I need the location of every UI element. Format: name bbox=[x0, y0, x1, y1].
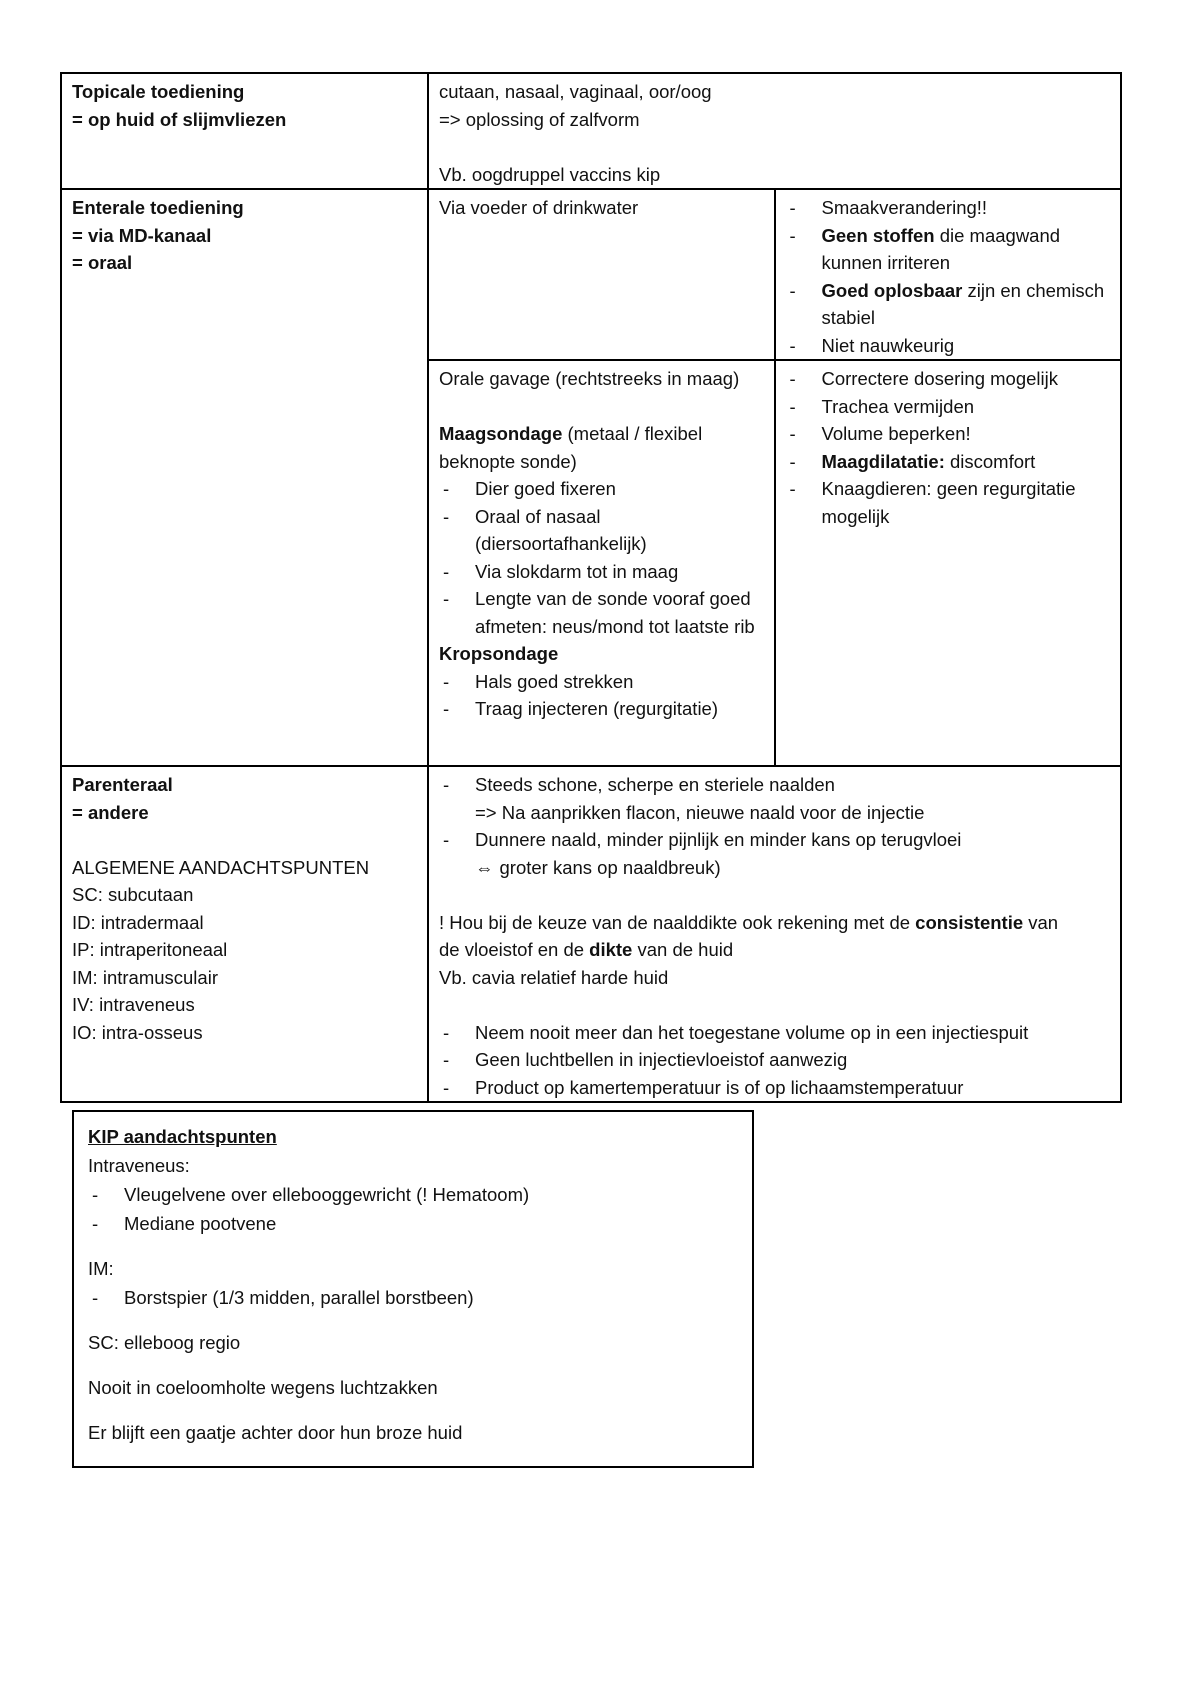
kip-title: KIP aandachtspunten bbox=[88, 1126, 277, 1147]
list-item: - Correctere dosering mogelijk bbox=[786, 365, 1111, 393]
cell-method-voeder bbox=[428, 189, 775, 360]
list-item: - Geen luchtbellen in injectievloeistof aanwezig bbox=[439, 1046, 1110, 1074]
example-line: Vb. cavia relatief harde huid bbox=[439, 966, 669, 988]
row-title: Enterale toediening bbox=[72, 197, 244, 218]
cell-topicale-label bbox=[61, 73, 428, 189]
iv-label: Intraveneus: bbox=[88, 1155, 190, 1176]
route-item: IP: intraperitoneaal bbox=[72, 939, 228, 960]
sc-line: SC: elleboog regio bbox=[88, 1332, 241, 1353]
kropsondage-title: Kropsondage bbox=[439, 643, 559, 664]
list-item: - Oraal of nasaal (diersoortafhankelijk) bbox=[439, 503, 764, 558]
maagsondage-line2: beknopte sonde) bbox=[439, 450, 577, 472]
list-item: - Hals goed strekken bbox=[439, 668, 764, 696]
sub-line: => Na aanprikken flacon, nieuwe naald voor de injectie bbox=[475, 801, 925, 823]
row-subtitle: = via MD-kanaal bbox=[72, 224, 212, 246]
list-item: - Steeds schone, scherpe en steriele naalden bbox=[439, 771, 1110, 799]
blank-line bbox=[439, 991, 1110, 1019]
blank-line bbox=[439, 393, 764, 421]
row-topicale bbox=[61, 73, 1121, 189]
row-subtitle: = andere bbox=[72, 801, 149, 823]
route-item: IO: intra-osseus bbox=[72, 1021, 203, 1043]
text-line: Vb. oogdruppel vaccins kip bbox=[439, 163, 661, 185]
hole-line: Er blijft een gaatje achter door hun broze huid bbox=[88, 1422, 463, 1443]
note-line: ! Hou bij de keuze van de naalddikte ook rekening met de consistentie van bbox=[439, 911, 1059, 933]
cell-method-gavage bbox=[428, 360, 775, 766]
method-label: Orale gavage (rechtstreeks in maag) bbox=[439, 368, 740, 389]
list-item: - Lengte van de sonde vooraf goed afmeten: neus/mond tot laatste rib bbox=[439, 585, 764, 640]
route-item: IV: intraveneus bbox=[72, 994, 195, 1015]
sub-line: ⇔ groter kans op naaldbreuk) bbox=[439, 854, 1110, 882]
row-subtitle: = oraal bbox=[72, 252, 133, 273]
im-label: IM: bbox=[88, 1258, 114, 1279]
list-item: - Niet nauwkeurig bbox=[786, 332, 1111, 360]
route-item: ID: intradermaal bbox=[72, 911, 204, 933]
list-item: - Dunnere naald, minder pijnlijk en minder kans op terugvloei bbox=[439, 826, 1110, 854]
cell-topicale-content bbox=[428, 73, 1121, 189]
text-line: => oplossing of zalfvorm bbox=[439, 108, 640, 130]
method-label: Via voeder of drinkwater bbox=[439, 197, 639, 218]
row-subtitle: = op huid of slijmvliezen bbox=[72, 108, 287, 130]
list-item: - Product op kamertemperatuur is of op lichaamstemperatuur bbox=[439, 1074, 1110, 1102]
cell-points-voeder bbox=[775, 189, 1122, 360]
list-item: - Geen stoffen die maagwand kunnen irriteren bbox=[786, 222, 1111, 277]
row-title: Parenteraal bbox=[72, 774, 173, 795]
route-item: IM: intramusculair bbox=[72, 966, 218, 988]
list-item: - Dier goed fixeren bbox=[439, 475, 764, 503]
maagsondage-line: Maagsondage (metaal / flexibel bbox=[439, 423, 703, 444]
list-item: - Mediane pootvene bbox=[88, 1209, 738, 1238]
administration-table bbox=[60, 72, 1122, 1103]
list-item: - Vleugelvene over ellebooggewricht (! Hematoom) bbox=[88, 1180, 738, 1209]
list-item: - Knaagdieren: geen regurgitatie mogelijk bbox=[786, 475, 1111, 530]
list-item: - Maagdilatatie: discomfort bbox=[786, 448, 1111, 476]
cell-enterale-label bbox=[61, 189, 428, 766]
cell-parenteraal-label bbox=[61, 766, 428, 1102]
list-item: - Traag injecteren (regurgitatie) bbox=[439, 695, 764, 723]
list-item: - Neem nooit meer dan het toegestane volume op in een injectiespuit bbox=[439, 1019, 1110, 1047]
cell-parenteraal-content bbox=[428, 766, 1121, 1102]
never-line: Nooit in coeloomholte wegens luchtzakken bbox=[88, 1377, 438, 1398]
list-item: - Via slokdarm tot in maag bbox=[439, 558, 764, 586]
row-enterale-a bbox=[61, 189, 1121, 360]
blank-line bbox=[439, 133, 1110, 161]
list-item: - Trachea vermijden bbox=[786, 393, 1111, 421]
route-item: SC: subcutaan bbox=[72, 884, 194, 905]
cell-points-gavage bbox=[775, 360, 1122, 766]
row-title: Topicale toediening bbox=[72, 81, 245, 102]
list-item: - Borstspier (1/3 midden, parallel borstbeen) bbox=[88, 1283, 738, 1312]
double-arrow-icon: ⇔ bbox=[475, 856, 494, 878]
list-item: - Goed oplosbaar zijn en chemisch stabiel bbox=[786, 277, 1111, 332]
note-line: de vloeistof en de dikte van de huid bbox=[439, 939, 734, 960]
list-item: - Smaakverandering!! bbox=[786, 194, 1111, 222]
section-heading: ALGEMENE AANDACHTSPUNTEN bbox=[72, 856, 370, 878]
blank-line bbox=[72, 826, 417, 854]
blank-line bbox=[439, 881, 1110, 909]
text-line: cutaan, nasaal, vaginaal, oor/oog bbox=[439, 81, 712, 102]
row-parenteraal bbox=[61, 766, 1121, 1102]
kip-box bbox=[72, 1110, 754, 1468]
list-item: - Volume beperken! bbox=[786, 420, 1111, 448]
